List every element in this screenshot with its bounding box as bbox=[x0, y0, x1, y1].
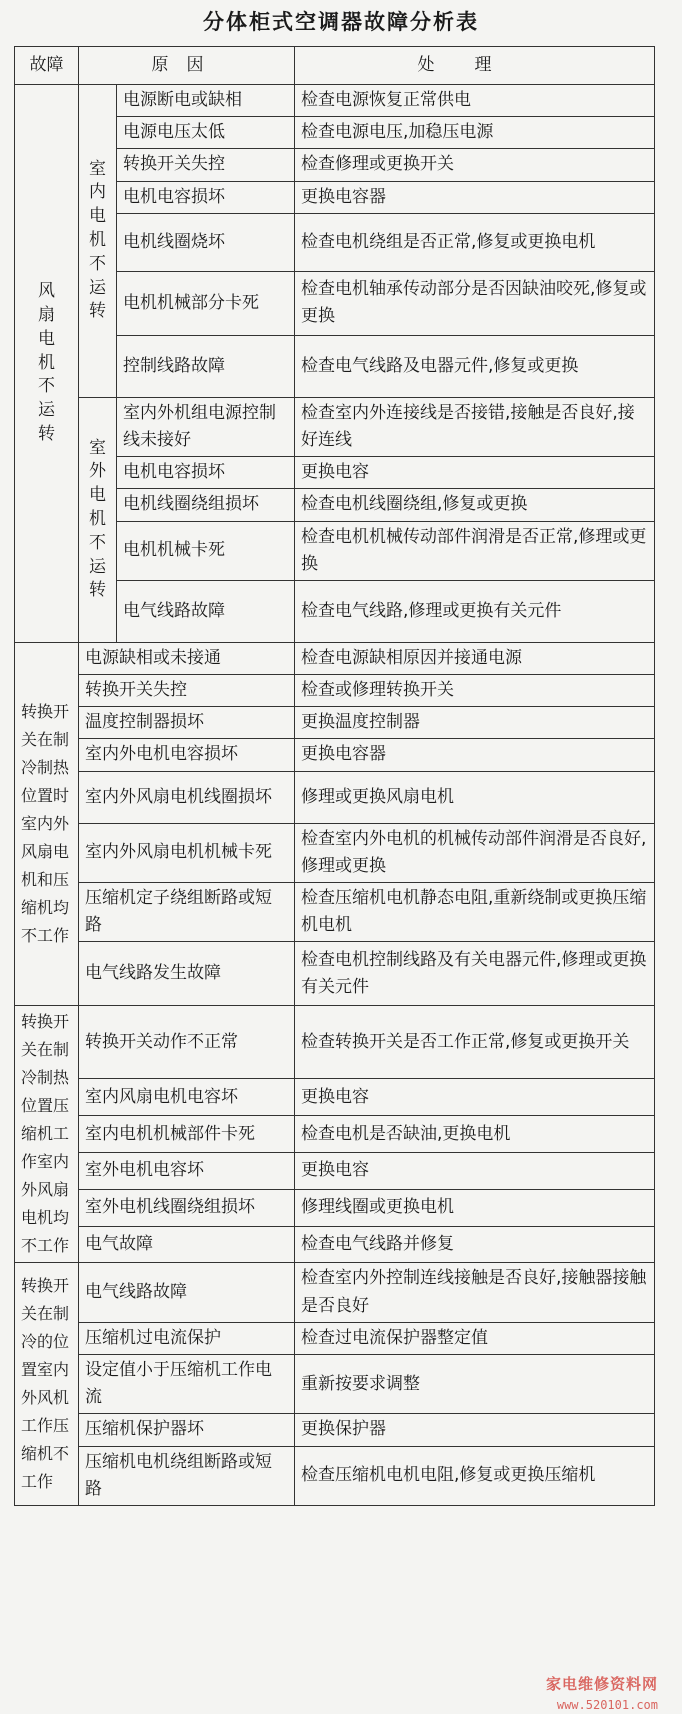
cause-cell: 压缩机电机绕组断路或短路 bbox=[79, 1446, 295, 1505]
header-action: 处理 bbox=[295, 47, 655, 85]
action-cell: 检查或修理转换开关 bbox=[295, 675, 655, 707]
fault-cell: 转换开关在制冷制热位置时室内外风扇电机和压缩机均不工作 bbox=[15, 642, 79, 1006]
action-cell: 更换电容 bbox=[295, 457, 655, 489]
cause-cell: 电机电容损坏 bbox=[117, 181, 295, 213]
cause-cell: 电源电压太低 bbox=[117, 117, 295, 149]
action-cell: 重新按要求调整 bbox=[295, 1354, 655, 1413]
fault-analysis-table bbox=[14, 46, 655, 1506]
action-cell: 更换电容器 bbox=[295, 739, 655, 771]
action-cell: 更换电容器 bbox=[295, 181, 655, 213]
table-row bbox=[15, 397, 655, 456]
cause-cell: 压缩机定子绕组断路或短路 bbox=[79, 883, 295, 942]
cause-cell: 压缩机保护器坏 bbox=[79, 1414, 295, 1446]
cause-cell: 电机电容损坏 bbox=[117, 457, 295, 489]
table-title: 分体柜式空调器故障分析表 bbox=[203, 10, 479, 34]
table-row bbox=[15, 1226, 655, 1263]
action-cell: 检查电机控制线路及有关电器元件,修理或更换有关元件 bbox=[295, 942, 655, 1006]
table-row bbox=[15, 1354, 655, 1413]
action-cell: 更换温度控制器 bbox=[295, 707, 655, 739]
cause-cell: 设定值小于压缩机工作电流 bbox=[79, 1354, 295, 1413]
action-cell: 检查过电流保护器整定值 bbox=[295, 1322, 655, 1354]
table-row bbox=[15, 1006, 655, 1079]
fault-cell: 转换开关在制冷的位置室内外风机工作压缩机不工作 bbox=[15, 1263, 79, 1506]
cause-cell: 转换开关失控 bbox=[79, 675, 295, 707]
table-row bbox=[15, 1414, 655, 1446]
header-row bbox=[15, 47, 655, 85]
subgroup-label: 室外电机不运转 bbox=[89, 437, 106, 601]
site-watermark-url: www.520101.com bbox=[556, 1698, 658, 1712]
cause-cell: 转换开关动作不正常 bbox=[79, 1006, 295, 1079]
subgroup-cell bbox=[79, 397, 117, 642]
table-row bbox=[15, 642, 655, 674]
table-row bbox=[15, 707, 655, 739]
action-cell: 检查电源电压,加稳压电源 bbox=[295, 117, 655, 149]
header-fault: 故障 bbox=[15, 47, 79, 85]
action-cell: 检查修理或更换开关 bbox=[295, 149, 655, 181]
action-cell: 检查电机轴承传动部分是否因缺油咬死,修复或更换 bbox=[295, 271, 655, 335]
action-cell: 更换电容 bbox=[295, 1079, 655, 1116]
cause-cell: 电气线路故障 bbox=[79, 1263, 295, 1322]
cause-cell: 电源缺相或未接通 bbox=[79, 642, 295, 674]
action-cell: 检查电源恢复正常供电 bbox=[295, 85, 655, 117]
cause-cell: 室内外风扇电机机械卡死 bbox=[79, 823, 295, 882]
cause-cell: 室内外风扇电机线圈损坏 bbox=[79, 771, 295, 823]
action-cell: 检查转换开关是否工作正常,修复或更换开关 bbox=[295, 1006, 655, 1079]
table-row bbox=[15, 771, 655, 823]
table-row bbox=[15, 1153, 655, 1190]
action-cell: 检查电机是否缺油,更换电机 bbox=[295, 1116, 655, 1153]
cause-cell: 室内风扇电机电容坏 bbox=[79, 1079, 295, 1116]
action-cell: 检查电气线路并修复 bbox=[295, 1226, 655, 1263]
action-cell: 检查电机线圈绕组,修复或更换 bbox=[295, 489, 655, 521]
site-watermark: 家电维修资料网 bbox=[545, 1675, 658, 1693]
cause-cell: 控制线路故障 bbox=[117, 335, 295, 397]
table-row bbox=[15, 942, 655, 1006]
action-cell: 更换保护器 bbox=[295, 1414, 655, 1446]
cause-cell: 室外电机电容坏 bbox=[79, 1153, 295, 1190]
cause-cell: 电源断电或缺相 bbox=[117, 85, 295, 117]
table-row bbox=[15, 1189, 655, 1226]
table-row bbox=[15, 883, 655, 942]
cause-cell: 温度控制器损坏 bbox=[79, 707, 295, 739]
header-reason: 原因 bbox=[79, 47, 295, 85]
action-cell: 检查电气线路,修理或更换有关元件 bbox=[295, 580, 655, 642]
action-cell: 检查压缩机电机静态电阻,重新绕制或更换压缩机电机 bbox=[295, 883, 655, 942]
action-cell: 检查压缩机电机电阻,修复或更换压缩机 bbox=[295, 1446, 655, 1505]
cause-cell: 电机机械部分卡死 bbox=[117, 271, 295, 335]
table-row bbox=[15, 1263, 655, 1322]
action-cell: 检查室内外电机的机械传动部件润滑是否良好,修理或更换 bbox=[295, 823, 655, 882]
cause-cell: 压缩机过电流保护 bbox=[79, 1322, 295, 1354]
action-cell: 修理线圈或更换电机 bbox=[295, 1189, 655, 1226]
fault-cell bbox=[15, 85, 79, 643]
cause-cell: 电机线圈绕组损坏 bbox=[117, 489, 295, 521]
fault-label: 风扇电机不运转 bbox=[38, 281, 55, 444]
cause-cell: 电机机械卡死 bbox=[117, 521, 295, 580]
action-cell: 修理或更换风扇电机 bbox=[295, 771, 655, 823]
table-row bbox=[15, 1446, 655, 1505]
action-cell: 检查室内外连接线是否接错,接触是否良好,接好连线 bbox=[295, 397, 655, 456]
subgroup-label: 室内电机不运转 bbox=[89, 158, 106, 322]
cause-cell: 室外电机线圈绕组损坏 bbox=[79, 1189, 295, 1226]
table-row bbox=[15, 1322, 655, 1354]
action-cell: 检查电气线路及电器元件,修复或更换 bbox=[295, 335, 655, 397]
action-cell: 检查室内外控制连线接触是否良好,接触器接触是否良好 bbox=[295, 1263, 655, 1322]
cause-cell: 室内外机组电源控制线未接好 bbox=[117, 397, 295, 456]
cause-cell: 室内外电机电容损坏 bbox=[79, 739, 295, 771]
cause-cell: 电机线圈烧坏 bbox=[117, 213, 295, 271]
table-row bbox=[15, 675, 655, 707]
table-row bbox=[15, 1116, 655, 1153]
cause-cell: 室内电机机械部件卡死 bbox=[79, 1116, 295, 1153]
cause-cell: 转换开关失控 bbox=[117, 149, 295, 181]
action-cell: 检查电源缺相原因并接通电源 bbox=[295, 642, 655, 674]
cause-cell: 电气故障 bbox=[79, 1226, 295, 1263]
fault-cell: 转换开关在制冷制热位置压缩机工作室内外风扇电机均不工作 bbox=[15, 1006, 79, 1263]
action-cell: 检查电机机械传动部件润滑是否正常,修理或更换 bbox=[295, 521, 655, 580]
action-cell: 检查电机绕组是否正常,修复或更换电机 bbox=[295, 213, 655, 271]
table-row bbox=[15, 85, 655, 117]
action-cell: 更换电容 bbox=[295, 1153, 655, 1190]
subgroup-cell bbox=[79, 85, 117, 398]
table-row bbox=[15, 1079, 655, 1116]
cause-cell: 电气线路故障 bbox=[117, 580, 295, 642]
table-row bbox=[15, 823, 655, 882]
cause-cell: 电气线路发生故障 bbox=[79, 942, 295, 1006]
table-row bbox=[15, 739, 655, 771]
